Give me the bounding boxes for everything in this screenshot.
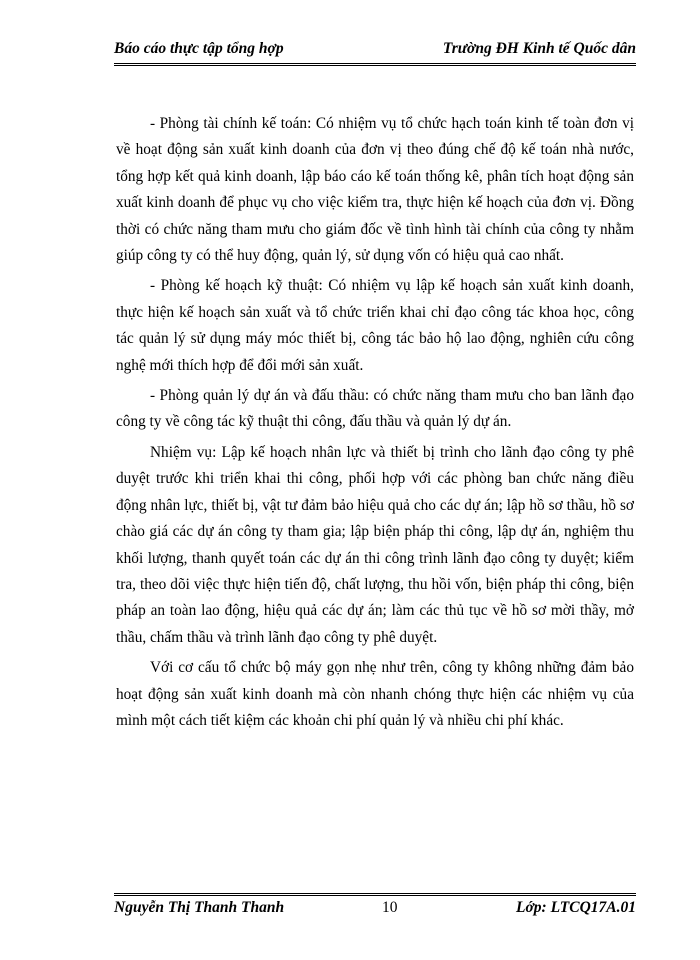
- document-body: [116, 111, 634, 734]
- header-rule: [114, 63, 636, 66]
- footer-author: Nguyễn Thị Thanh Thanh: [114, 899, 285, 916]
- header-university: Trường ĐH Kinh tế Quốc dân: [442, 40, 636, 57]
- page-header: [114, 40, 636, 64]
- header-report-title: Báo cáo thực tập tổng hợp: [114, 40, 284, 57]
- footer-rule: [114, 893, 636, 896]
- footer-class: Lớp: LTCQ17A.01: [516, 899, 636, 916]
- paragraph-conclusion: Với cơ cấu tổ chức bộ máy gọn nhẹ như trên, công ty không những đảm bảo hoạt động sản xuất kinh doanh mà còn nhanh chóng thực hiện các nhiệm vụ của mình một cách tiết kiệm các khoản chi phí quản lý và nhiều chi phí khác.: [116, 659, 634, 729]
- page-footer: [114, 899, 636, 923]
- page-number: 10: [382, 899, 398, 916]
- paragraph-project-bidding: - Phòng quản lý dự án và đấu thầu: có chức năng tham mưu cho ban lãnh đạo công ty về công tác kỹ thuật thi công, đấu thầu và quản lý dự án.: [116, 387, 634, 431]
- paragraph-duties: Nhiệm vụ: Lập kế hoạch nhân lực và thiết bị trình cho lãnh đạo công ty phê duyệt trước khi triển khai thi công, phối hợp với các phòng ban chức năng điều động nhân lực, thiết bị, vật tư đảm bảo hiệu quả cho các dự án; lập hồ sơ thầu, hồ sơ chào giá các dự án công ty tham gia; lập biện pháp thi công, lập dự án, nghiệm thu khối lượng, thanh quyết toán các dự án thi công trình lãnh đạo công ty duyệt; kiểm tra, theo dõi việc thực hiện tiến độ, chất lượng, thu hồi vốn, biện pháp thi công, biện pháp an toàn lao động, hiệu quả các dự án; làm các thủ tục về hồ sơ mời thầy, mở thầu, chấm thầu và trình lãnh đạo công ty phê duyệt.: [116, 443, 634, 646]
- paragraph-planning-technical: - Phòng kế hoạch kỹ thuật: Có nhiệm vụ lập kế hoạch sản xuất kinh doanh, thực hiện kế hoạch sản xuất và tổ chức triển khai chỉ đạo công tác khoa học, công tác quản lý sử dụng máy móc thiết bị, công tác bảo hộ lao động, nghiên cứu công nghệ mới thích hợp để đổi mới sản xuất.: [116, 277, 634, 374]
- paragraph-finance-accounting: - Phòng tài chính kế toán: Có nhiệm vụ tổ chức hạch toán kinh tế toàn đơn vị về hoạt động sản xuất kinh doanh của đơn vị theo đúng chế độ kế toán nhà nước, tổng hợp kết quả kinh doanh, lập báo cáo kế toán thống kê, phân tích hoạt động sản xuất kinh doanh để phục vụ cho việc kiểm tra, thực hiện kế hoạch của đơn vị. Đồng thời có chức năng tham mưu cho giám đốc về tình hình tài chính của công ty nhằm giúp công ty có thể huy động, quản lý, sử dụng vốn có hiệu quả cao nhất.: [116, 115, 634, 265]
